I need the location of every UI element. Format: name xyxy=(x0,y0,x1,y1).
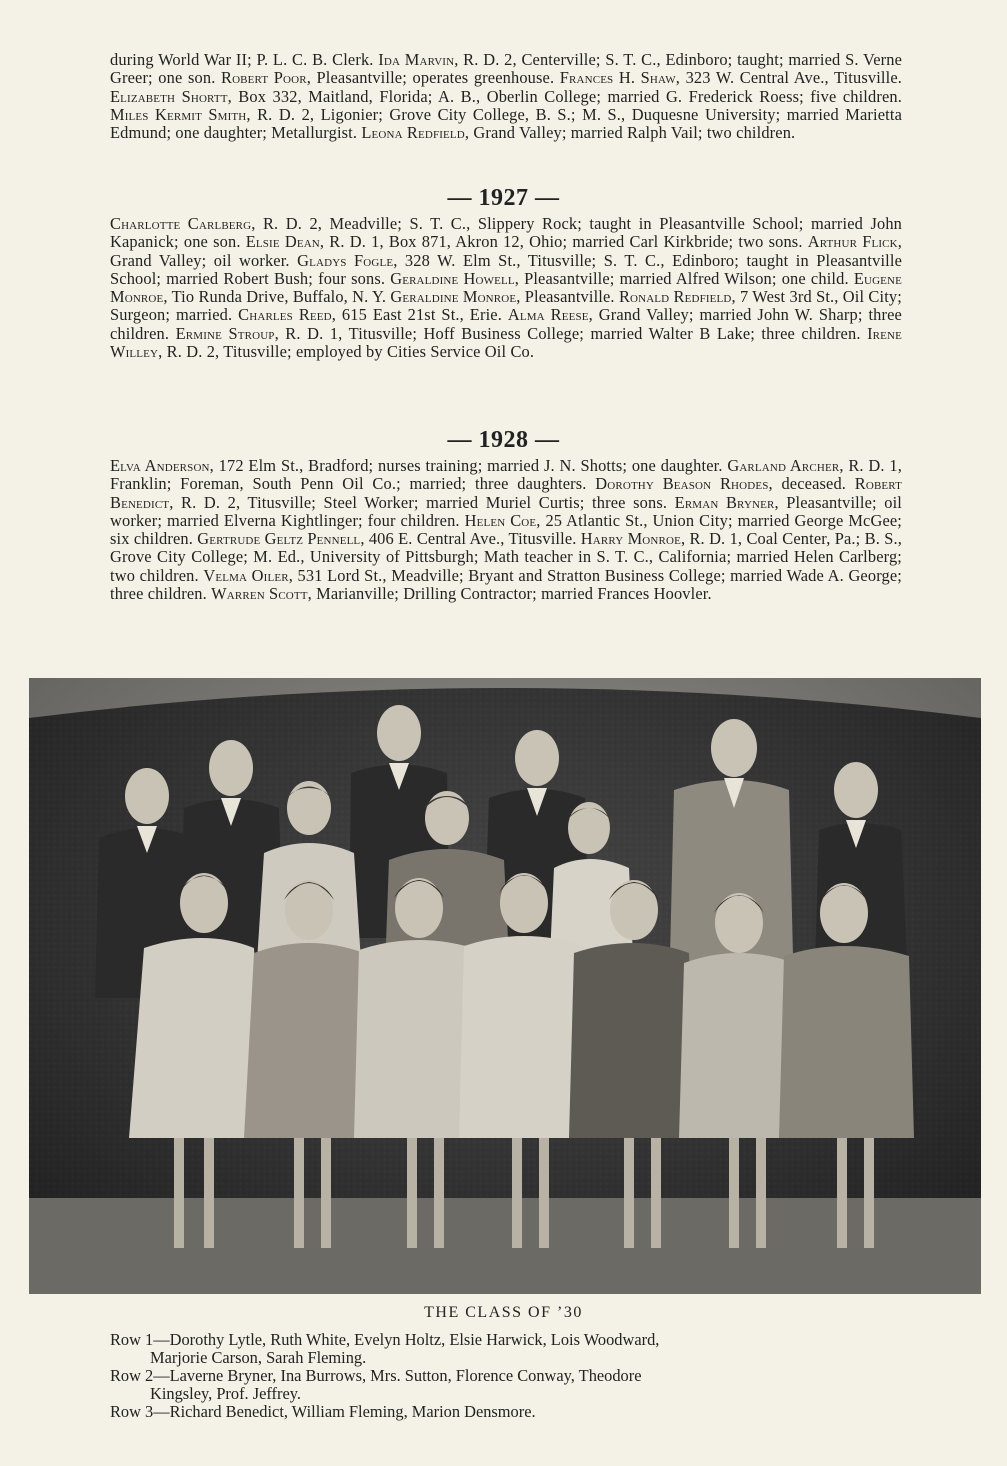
caption-row-2-line-2: Kingsley, Prof. Jeffrey. xyxy=(150,1384,301,1403)
alumnus-details: , R. D. 1, Franklin; Foreman, South Penn Oil Co.; married; three daughters. xyxy=(110,456,902,494)
alumnus-details: , R. D. 2, Ligonier; Grove City College, B. S.; M. S., Duquesne University; married Marietta Edmund; one daughter; Metallurgist. xyxy=(110,104,902,143)
alumnus-name: Irene Willey xyxy=(110,323,902,362)
alumnus-details: , 531 Lord St., Meadville; Bryant and Stratton Business College; married Wade A. George; three children. xyxy=(110,565,902,604)
alumnus-details: during World War II; P. L. C. B. Clerk. xyxy=(110,50,379,69)
alumnus-name: Robert Benedict xyxy=(110,474,902,512)
caption-row-2-line-1: Row 2—Laverne Bryner, Ina Burrows, Mrs. Sutton, Florence Conway, Theodore xyxy=(110,1366,642,1385)
caption-row-3-line-1: Row 3—Richard Benedict, William Fleming, Marion Densmore. xyxy=(110,1402,536,1421)
alumnus-name: Frances H. Shaw xyxy=(559,68,676,88)
alumnus-details: , R. D. 2, Titusville; Steel Worker; married Muriel Curtis; three sons. xyxy=(169,492,675,512)
alumnus-details: , Grand Valley; oil worker. xyxy=(110,232,902,270)
caption-row-1-line-2: Marjorie Carson, Sarah Fleming. xyxy=(150,1348,367,1367)
alumnus-name: Robert Poor xyxy=(221,68,307,88)
alumnus-name: Erman Bryner xyxy=(674,492,775,512)
alumnus-details: , R. D. 2, Titusville; employed by Cities Service Oil Co. xyxy=(158,342,535,362)
alumnus-name: Elizabeth Shortt xyxy=(110,86,228,106)
alumnus-details: , Box 332, Maitland, Florida; A. B., Oberlin College; married G. Frederick Roess; five children. xyxy=(227,86,902,106)
caption-row-1 xyxy=(110,1331,902,1367)
alumnus-details: , R. D. 2, Centerville; S. T. C., Edinboro; taught; married S. Verne Greer; one son. xyxy=(110,50,902,88)
year-heading-1927: — 1927 — xyxy=(447,185,560,211)
alumnus-details: , Marianville; Drilling Contractor; married Frances Hoovler. xyxy=(307,584,712,604)
alumnus-name: Helen Coe xyxy=(464,510,537,530)
alumnus-details: , 25 Atlantic St., Union City; married George McGee; six children. xyxy=(110,510,903,549)
alumnus-name: Alma Reese xyxy=(507,305,589,325)
alumnus-name: Warren Scott xyxy=(211,584,308,604)
alumnus-name: Miles Kermit Smith xyxy=(110,104,247,124)
alumnus-name: Charlotte Carlberg xyxy=(110,214,252,233)
alumnus-name: Ronald Redfield xyxy=(618,287,732,307)
alumnus-details: , 172 Elm St., Bradford; nurses training; married J. N. Shotts; one daughter. xyxy=(209,456,728,475)
caption-row-2 xyxy=(110,1367,902,1403)
alumnus-details: , 615 East 21st St., Erie. xyxy=(331,305,508,325)
alumnus-details: , 406 E. Central Ave., Titusville. xyxy=(360,529,581,549)
class-photo xyxy=(29,678,981,1294)
alumnus-details: , 7 West 3rd St., Oil City; Surgeon; married. xyxy=(110,287,902,325)
alumnus-name: Gladys Fogle xyxy=(297,250,394,270)
alumnus-name: Harry Monroe xyxy=(580,529,681,549)
alumnus-name: Dorothy Beason Rhodes xyxy=(595,474,769,494)
alumnus-details: , deceased. xyxy=(768,474,855,494)
photo-caption-title: THE CLASS OF ’30 xyxy=(424,1304,583,1321)
alumnus-name: Geraldine Monroe xyxy=(390,287,517,307)
alumnus-details: , R. D. 1, Coal Center, Pa.; B. S., Grove City College; M. Ed., University of Pittsburgh; Math teacher in S. T. C., California; married Helen Carlberg; two children. xyxy=(110,529,903,585)
alumnus-details: , Tio Runda Drive, Buffalo, N. Y. xyxy=(163,287,391,307)
alumnus-name: Ida Marvin xyxy=(378,50,455,69)
alumnus-details: , Pleasantville; oil worker; married Elverna Kightlinger; four children. xyxy=(110,492,902,530)
alumnus-details: , Grand Valley; married John W. Sharp; three children. xyxy=(110,305,902,343)
alumnus-name: Elsie Dean xyxy=(245,232,320,252)
alumnus-name: Gertrude Geltz Pennell xyxy=(197,529,361,549)
alumnus-name: Ermine Stroup xyxy=(175,323,275,343)
alumnus-name: Geraldine Howell xyxy=(390,268,515,288)
alumnus-details: , Pleasantville; married Alfred Wilson; one child. xyxy=(514,268,854,288)
alumnus-details: , 328 W. Elm St., Titusville; S. T. C., Edinboro; taught in Pleasantville School; married Robert Bush; four sons. xyxy=(110,250,902,288)
alumnus-name: Velma Oiler xyxy=(203,565,289,585)
caption-row-1-line-1: Row 1—Dorothy Lytle, Ruth White, Evelyn Holtz, Elsie Harwick, Lois Woodward, xyxy=(110,1330,660,1349)
alumnus-name: Garland Archer xyxy=(727,456,840,475)
year-heading-1928: — 1928 — xyxy=(447,427,560,453)
alumnus-details: , Pleasantville; operates greenhouse. xyxy=(306,68,560,88)
alumni-paragraph-1928 xyxy=(110,457,902,603)
alumnus-name: Eugene Monroe xyxy=(110,268,902,307)
alumnus-details: , 323 W. Central Ave., Titusville. xyxy=(675,68,902,88)
alumni-paragraph-1926 xyxy=(110,51,902,142)
alumnus-details: , R. D. 1, Box 871, Akron 12, Ohio; married Carl Kirkbride; two sons. xyxy=(319,232,808,252)
alumnus-details: , Pleasantville. xyxy=(516,287,619,307)
caption-row-3 xyxy=(110,1403,902,1421)
alumnus-name: Charles Reed xyxy=(238,305,332,325)
alumnus-name: Leona Redfield xyxy=(361,123,465,143)
alumni-paragraph-1927 xyxy=(110,215,902,361)
alumnus-details: , Grand Valley; married Ralph Vail; two children. xyxy=(464,123,796,143)
alumnus-name: Arthur Flick xyxy=(807,232,898,252)
alumnus-name: Elva Anderson xyxy=(110,456,210,475)
alumnus-details: , R. D. 2, Meadville; S. T. C., Slippery Rock; taught in Pleasantville School; married John Kapanick; one son. xyxy=(110,214,903,252)
alumnus-details: , R. D. 1, Titusville; Hoff Business College; married Walter B Lake; three children. xyxy=(274,323,868,343)
